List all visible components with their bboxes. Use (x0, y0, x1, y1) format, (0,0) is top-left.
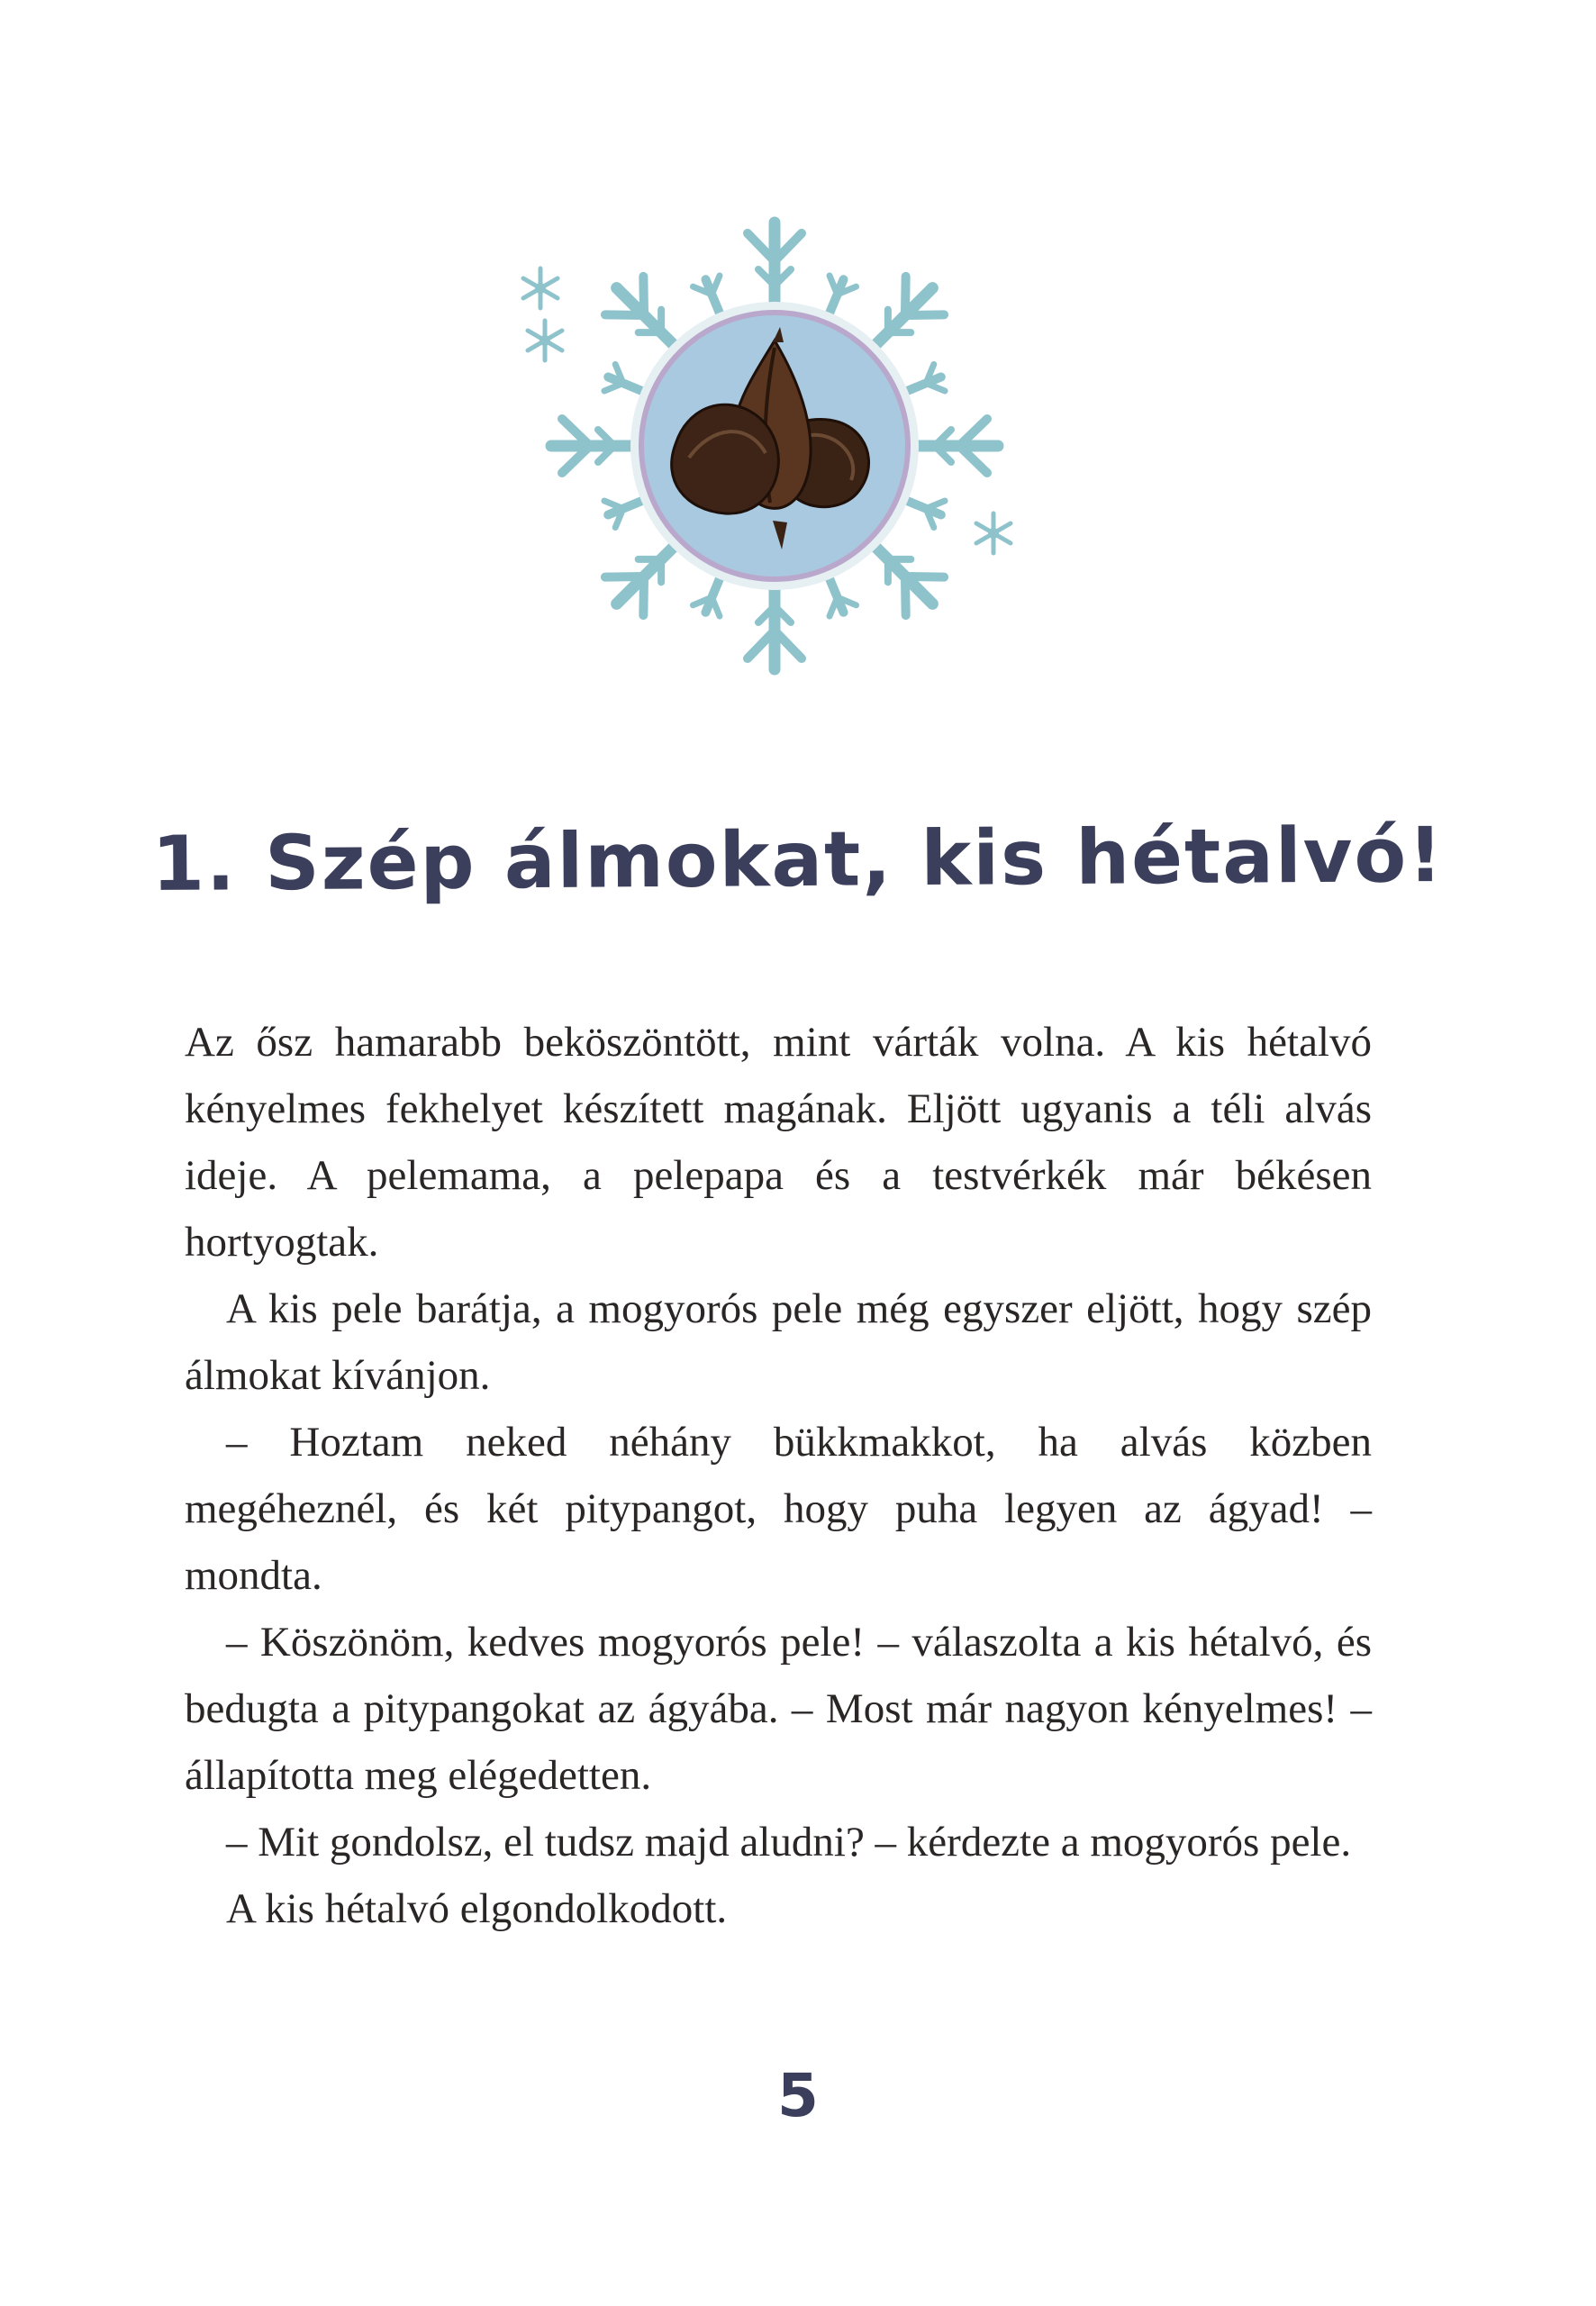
small-snowflake-icon (976, 513, 1011, 553)
story-text (185, 1009, 1372, 1942)
paragraph: Az ősz hamarabb beköszöntött, mint várták volna. A kis hétalvó kényelmes fekhelyet készített magának. Eljött ugyanis a téli alvás ideje. A pelemama, a pelepapa és a testvérkék már békésen hortyogtak. (185, 1019, 1372, 1266)
dialogue-paragraph: – Mit gondolsz, el tudsz majd aludni? – kérdezte a mogyorós pele. (226, 1819, 1352, 1866)
small-snowflake-icon (528, 321, 562, 360)
page-number: 5 (777, 2061, 819, 2130)
chapter-title: 1. Szép álmokat, kis hétalvó! (151, 810, 1445, 909)
paragraph: A kis pele barátja, a mogyorós pele még egyszer eljött, hogy szép álmokat kívánjon. (185, 1285, 1372, 1399)
dialogue-paragraph: – Hoztam neked néhány bükkmakkot, ha alvás közben megéheznél, és két pitypangot, hogy puha legyen az ágyad! – mondta. (185, 1419, 1372, 1599)
dialogue-paragraph: – Köszönöm, kedves mogyorós pele! – válaszolta a kis hétalvó, és bedugta a pitypangokat az ágyába. – Most már nagyon kényelmes! – állapította meg elégedetten. (185, 1619, 1372, 1799)
snowflake-nut-illustration (504, 216, 1045, 685)
small-snowflake-icon (523, 268, 558, 308)
paragraph: A kis hétalvó elgondolkodott. (226, 1885, 728, 1932)
